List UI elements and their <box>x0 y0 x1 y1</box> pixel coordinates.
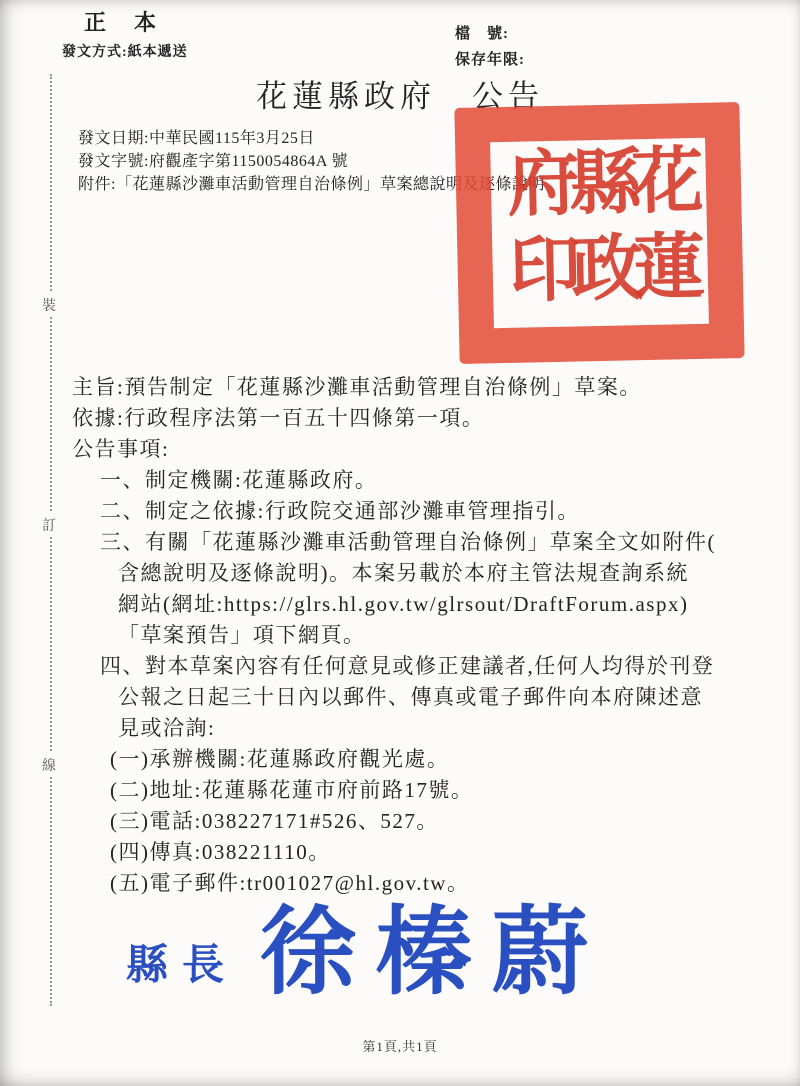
body-line-item-4-cont: 公報之日起三十日內以郵件、傳真或電子郵件向本府陳述意 <box>118 685 703 709</box>
announcement-body <box>72 372 732 899</box>
signature-block <box>126 898 608 1008</box>
body-line-item-3: 三、有關「花蓮縣沙灘車活動管理自治條例」草案全文如附件( <box>100 530 716 554</box>
body-line-sub-4-fax: (四)傳真:038221110。 <box>110 840 331 864</box>
official-seal-stamp <box>454 102 744 364</box>
attachment-line: 附件:「花蓮縣沙灘車活動管理自治條例」草案總說明及逐條說明 <box>78 176 545 193</box>
binding-dotted-line <box>50 74 52 1006</box>
page-number: 第1頁,共1頁 <box>362 1039 438 1054</box>
signature-title: 縣長 <box>126 943 239 990</box>
body-line-subject: 主旨:預告制定「花蓮縣沙灘車活動管理自治條例」草案。 <box>72 375 642 399</box>
file-number-label: 檔 號: <box>455 26 509 42</box>
body-line-item-2: 二、制定之依據:行政院交通部沙灘車管理指引。 <box>100 499 580 523</box>
retention-period-label: 保存年限: <box>455 52 525 68</box>
body-line-legal-basis: 依據:行政程序法第一百五十四條第一項。 <box>72 406 485 430</box>
document-title: 花蓮縣政府 公告 <box>256 79 544 114</box>
official-seal-text: 花蓮縣政府印 <box>495 141 704 319</box>
body-line-item-1: 一、制定機關:花蓮縣政府。 <box>100 468 378 492</box>
doc-number-line: 發文字號:府觀產字第1150054864A 號 <box>78 153 349 170</box>
body-line-item-3-cont: 含總說明及逐條說明)。本案另載於本府主管法規查詢系統 <box>118 561 689 585</box>
binding-mark-zhuang: 裝 <box>42 293 56 317</box>
copy-type-label: 正 本 <box>84 10 160 35</box>
body-line-item-3-end: 「草案預告」項下網頁。 <box>118 623 366 647</box>
body-line-item-4: 四、對本草案內容有任何意見或修正建議者,任何人均得於刊登 <box>100 654 715 678</box>
binding-mark-ding: 訂 <box>42 513 56 537</box>
body-line-sub-2-address: (二)地址:花蓮縣花蓮市府前路17號。 <box>110 778 474 802</box>
body-line-item-3-url: 網站(網址:https://glrs.hl.gov.tw/glrsout/DraftForum.aspx) <box>118 592 689 616</box>
body-line-items-header: 公告事項: <box>72 437 170 461</box>
file-number-block <box>455 21 525 73</box>
issue-date-line: 發文日期:中華民國115年3月25日 <box>78 130 315 147</box>
body-line-sub-5-email: (五)電子郵件:tr001027@hl.gov.tw。 <box>110 871 470 895</box>
body-line-item-4-end: 見或洽詢: <box>118 716 216 740</box>
signature-name: 徐榛蔚 <box>260 899 609 1006</box>
body-line-sub-3-phone: (三)電話:038227171#526、527。 <box>110 809 439 833</box>
binding-mark-xian: 線 <box>42 753 56 777</box>
body-line-sub-1-agency: (一)承辦機關:花蓮縣政府觀光處。 <box>110 747 450 771</box>
delivery-method-label: 發文方式:紙本遞送 <box>62 45 188 60</box>
